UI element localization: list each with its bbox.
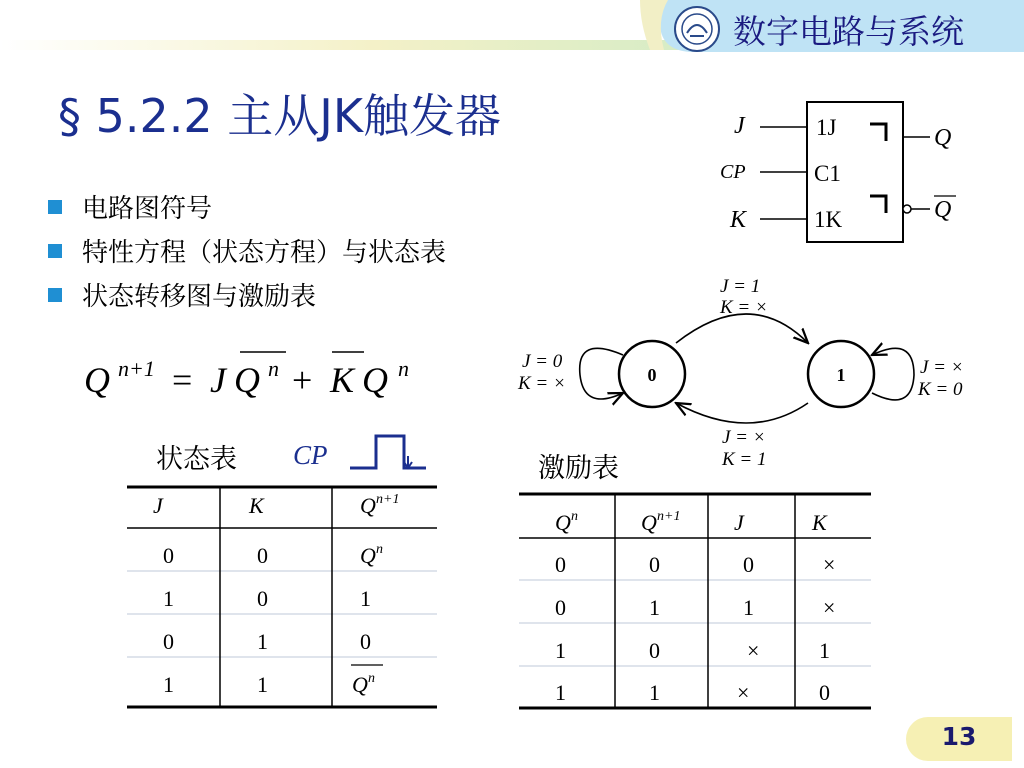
cell: 1: [163, 586, 174, 611]
bullet-text: 状态转移图与激励表: [82, 282, 317, 312]
excitation-table: [519, 492, 873, 714]
transition-arrow-0-to-1: [676, 314, 808, 343]
eq-superscript: n: [268, 356, 279, 381]
cell-sup: n: [368, 671, 375, 686]
inversion-bubble: [903, 205, 911, 213]
self-loop-0: [580, 348, 623, 399]
bullet-square-icon: [48, 288, 62, 302]
cell: 0: [360, 629, 371, 654]
jk-flipflop-symbol: [720, 95, 970, 255]
edge-label: K = ×: [720, 297, 768, 318]
cell: 1: [649, 595, 660, 620]
state-1-label: 1: [836, 365, 846, 385]
transition-arrow-1-to-0: [676, 403, 808, 423]
bullet-text: 特性方程（状态方程）与状态表: [82, 238, 447, 268]
cell: 0: [555, 552, 566, 577]
header-qn1: Q: [360, 493, 376, 518]
output-q-label: Q: [934, 125, 952, 151]
cell: 1: [555, 680, 566, 705]
pin-1k-label: 1K: [814, 207, 843, 232]
pin-c1-label: C1: [814, 161, 841, 186]
cell: 0: [163, 629, 174, 654]
cell: 1: [163, 672, 174, 697]
bullet-square-icon: [48, 244, 62, 258]
eq-symbol: =: [172, 360, 193, 400]
output-qbar-label: Q: [934, 197, 952, 223]
edge-label: K = 1: [722, 449, 767, 470]
cell: ×: [823, 552, 836, 577]
header-k: K: [249, 493, 264, 518]
cell: ×: [737, 680, 750, 705]
bullet-item: [48, 188, 212, 225]
edge-label: J = 1: [720, 276, 761, 297]
eq-symbol: J: [210, 360, 226, 400]
cell: 1: [649, 680, 660, 705]
cell: 0: [257, 543, 268, 568]
bullet-item: [48, 232, 446, 269]
pin-1j-label: 1J: [816, 115, 837, 140]
bullet-square-icon: [48, 200, 62, 214]
cell: 0: [819, 680, 830, 705]
edge-label: J = ×: [920, 357, 964, 378]
edge-label: K = ×: [518, 373, 566, 394]
cp-label: CP: [293, 440, 328, 470]
cell: 1: [257, 672, 268, 697]
cell: 0: [555, 595, 566, 620]
input-j-label: J: [734, 113, 745, 139]
state-table: [127, 485, 439, 713]
cell: 0: [743, 552, 754, 577]
input-cp-label: CP: [720, 161, 746, 183]
cell: 1: [360, 586, 371, 611]
cell: 1: [743, 595, 754, 620]
slide-title: § 5.2.2 主从JK触发器: [58, 89, 502, 143]
header-qn-sup: n: [571, 509, 578, 524]
state-0-label: 0: [647, 365, 657, 385]
page-number: 13: [941, 722, 977, 751]
edge-label: J = ×: [722, 427, 766, 448]
excitation-table-caption: 激励表: [538, 453, 619, 484]
header-j: J: [734, 510, 744, 535]
eq-symbol: Q: [362, 360, 388, 400]
edge-label: K = 0: [918, 379, 963, 400]
header-k: K: [812, 510, 827, 535]
characteristic-equation: [80, 340, 440, 420]
cell: 1: [819, 638, 830, 663]
header-qn1-sup: n+1: [376, 492, 400, 507]
header-qn: Q: [555, 510, 571, 535]
cell: 1: [257, 629, 268, 654]
eq-symbol: Q: [234, 360, 260, 400]
eq-symbol: +: [292, 360, 313, 400]
cell: Q: [352, 672, 368, 697]
header-qn1-sup: n+1: [657, 509, 681, 524]
eq-symbol: Q: [84, 360, 110, 400]
input-k-label: K: [730, 207, 747, 233]
bullet-item: [48, 276, 316, 313]
cell: 0: [649, 552, 660, 577]
eq-superscript: n: [398, 356, 409, 381]
eq-symbol: K: [330, 360, 355, 400]
cell: 1: [555, 638, 566, 663]
bullet-text: 电路图符号: [82, 194, 213, 224]
eq-superscript: n+1: [118, 356, 155, 381]
cell-sup: n: [376, 542, 383, 557]
clock-pulse-icon: [348, 432, 430, 472]
course-title: 数字电路与系统: [733, 12, 964, 51]
self-loop-1: [872, 348, 914, 400]
cell: ×: [823, 595, 836, 620]
header-qn1: Q: [641, 510, 657, 535]
cell: 0: [163, 543, 174, 568]
cell: Q: [360, 543, 376, 568]
header-j: J: [153, 493, 163, 518]
cell: 0: [649, 638, 660, 663]
edge-label: J = 0: [522, 351, 563, 372]
cell: 0: [257, 586, 268, 611]
cell: ×: [747, 638, 760, 663]
state-diagram: [510, 275, 985, 475]
university-logo: [673, 5, 721, 53]
state-table-caption: 状态表: [156, 444, 237, 475]
